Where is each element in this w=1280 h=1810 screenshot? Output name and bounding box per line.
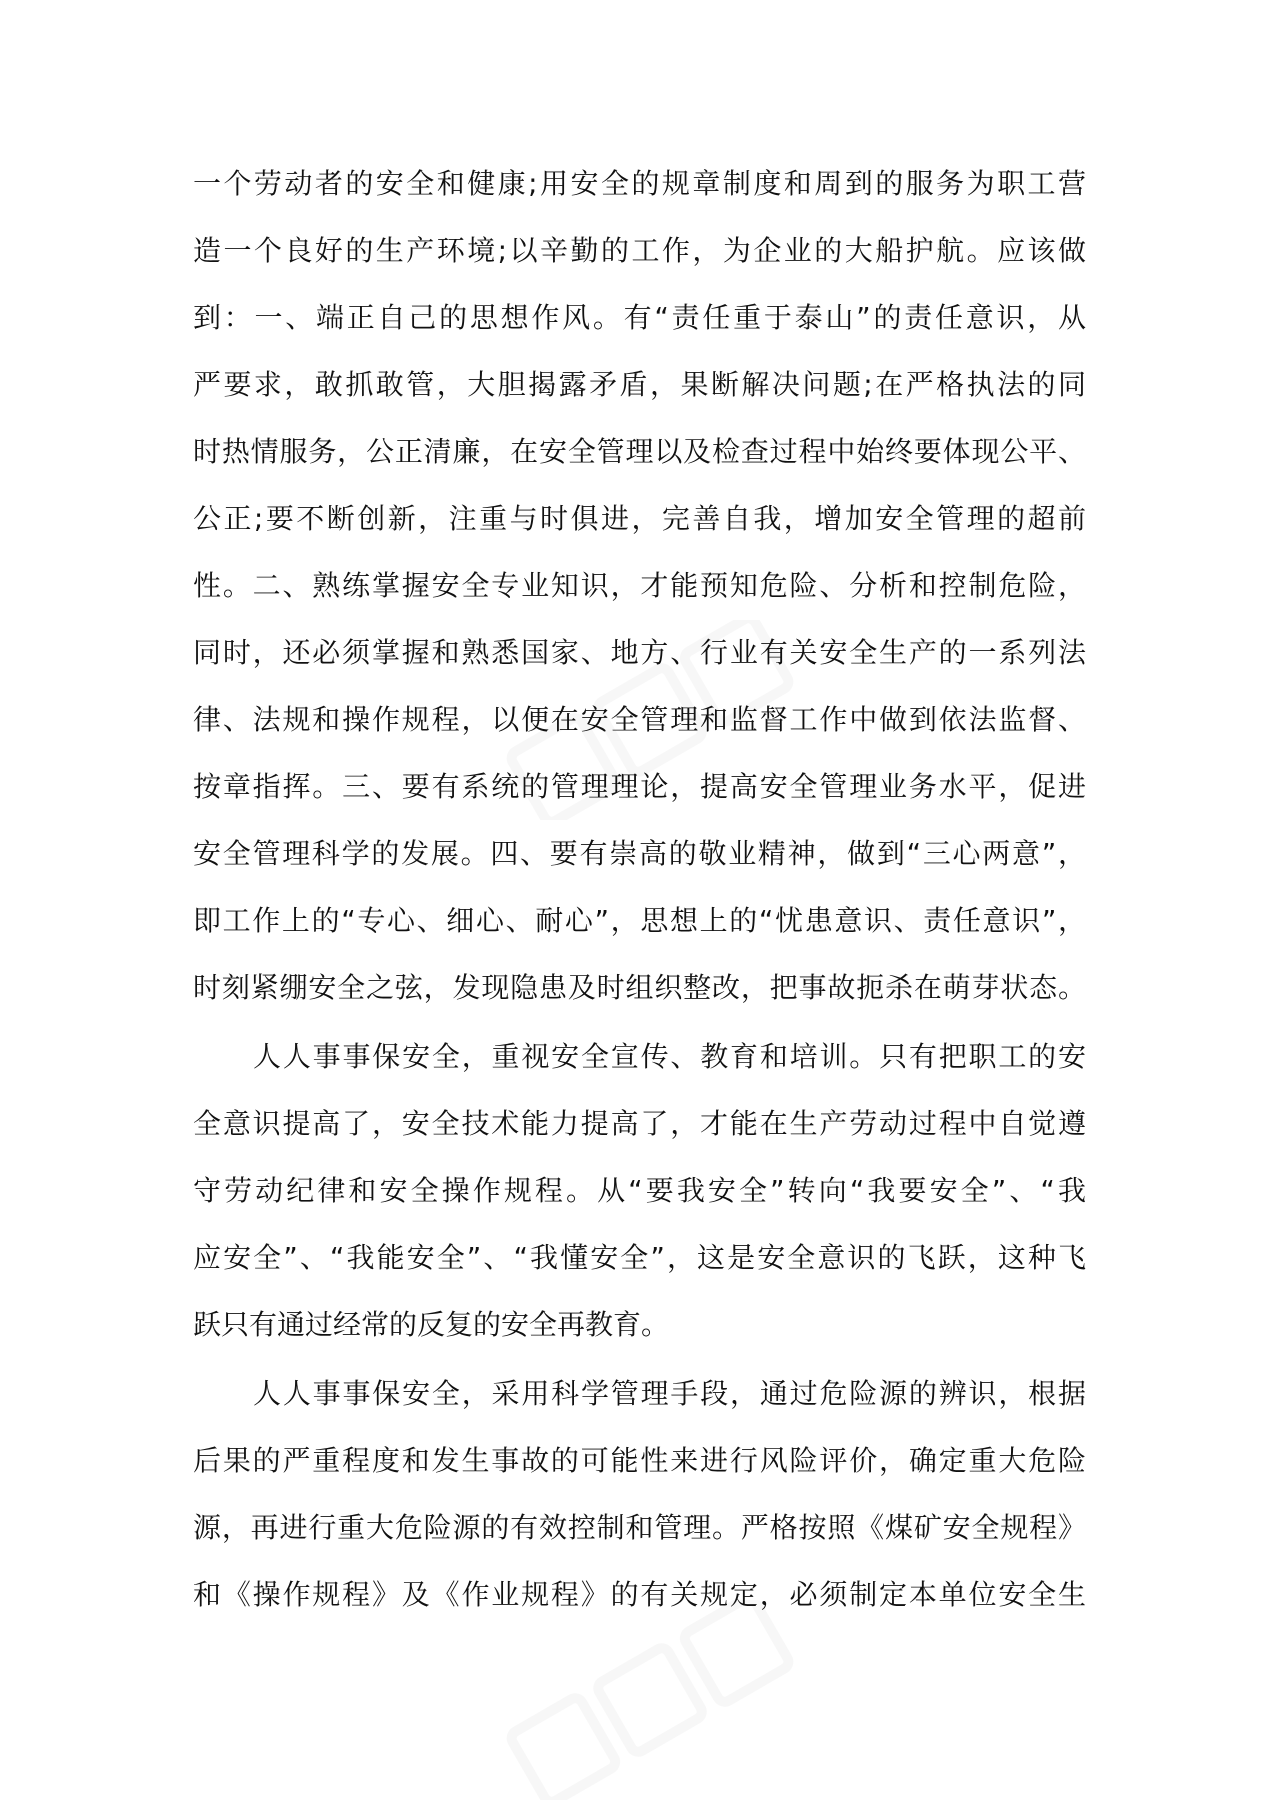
- text-line: 全意识提高了，安全技术能力提高了，才能在生产劳动过程中自觉遵: [193, 1107, 1086, 1140]
- text-line: 同时，还必须掌握和熟悉国家、地方、行业有关安全生产的一系列法: [193, 636, 1086, 669]
- text-line: 性。二、熟练掌握安全专业知识，才能预知危险、分析和控制危险，: [193, 569, 1086, 602]
- text-line: 源，再进行重大危险源的有效控制和管理。严格按照《煤矿安全规程》: [193, 1511, 1086, 1544]
- text-line: 人人事事保安全，采用科学管理手段，通过危险源的辨识，根据: [253, 1377, 1086, 1410]
- paragraph-3: [193, 1360, 1086, 1628]
- text-line: 一个劳动者的安全和健康;用安全的规章制度和周到的服务为职工营: [193, 167, 1086, 200]
- text-line: 按章指挥。三、要有系统的管理理论，提高安全管理业务水平，促进: [193, 770, 1086, 803]
- text-line: 律、法规和操作规程，以便在安全管理和监督工作中做到依法监督、: [193, 703, 1086, 736]
- text-line: 应安全”、“我能安全”、“我懂安全”，这是安全意识的飞跃，这种飞: [193, 1241, 1086, 1274]
- body-text: [193, 150, 1086, 1628]
- text-line: 守劳动纪律和安全操作规程。从“要我安全”转向“我要安全”、“我: [193, 1174, 1086, 1207]
- text-line: 安全管理科学的发展。四、要有崇高的敬业精神，做到“三心两意”，: [193, 837, 1086, 870]
- watermark-logo-icon: [470, 1600, 830, 1800]
- paragraph-2: [193, 1023, 1086, 1358]
- text-line: 后果的严重程度和发生事故的可能性来进行风险评价，确定重大危险: [193, 1444, 1086, 1477]
- text-line: 公正;要不断创新，注重与时俱进，完善自我，增加安全管理的超前: [193, 502, 1086, 535]
- text-line: 造一个良好的生产环境;以辛勤的工作，为企业的大船护航。应该做: [193, 234, 1086, 267]
- text-line: 时刻紧绷安全之弦，发现隐患及时组织整改，把事故扼杀在萌芽状态。: [193, 971, 1086, 1004]
- text-line: 跃只有通过经常的反复的安全再教育。: [193, 1308, 670, 1341]
- text-line: 人人事事保安全，重视安全宣传、教育和培训。只有把职工的安: [253, 1040, 1086, 1073]
- text-line: 严要求，敢抓敢管，大胆揭露矛盾，果断解决问题;在严格执法的同: [193, 368, 1086, 401]
- text-line: 时热情服务，公正清廉，在安全管理以及检查过程中始终要体现公平、: [193, 435, 1086, 468]
- text-line: 即工作上的“专心、细心、耐心”，思想上的“忧患意识、责任意识”，: [193, 904, 1086, 937]
- text-line: 到：一、端正自己的思想作风。有“责任重于泰山”的责任意识，从: [193, 301, 1086, 334]
- text-line: 和《操作规程》及《作业规程》的有关规定，必须制定本单位安全生: [193, 1578, 1086, 1611]
- paragraph-1: [193, 150, 1086, 1021]
